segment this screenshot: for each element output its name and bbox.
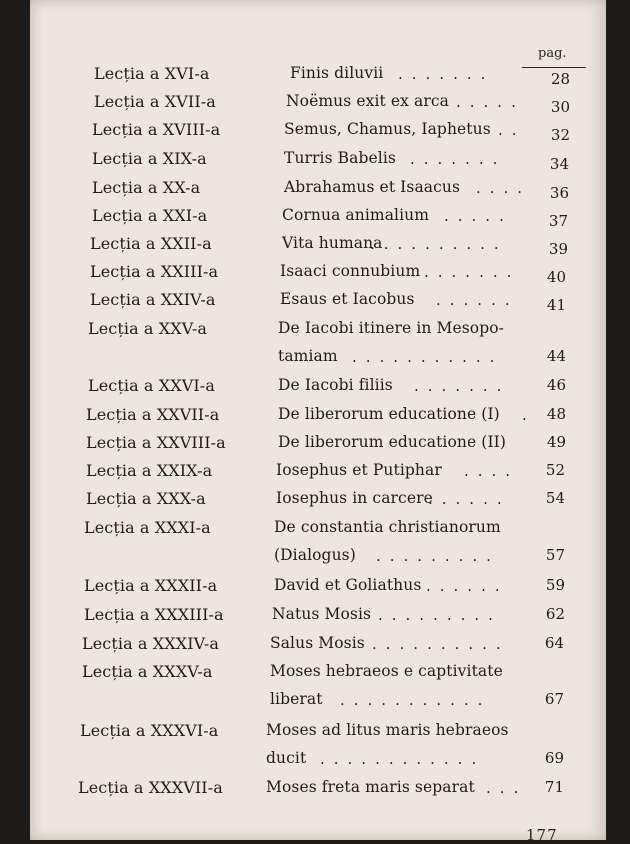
lesson-title: Iosephus in carcere xyxy=(276,489,433,507)
lesson-title: Moses freta maris separat xyxy=(266,778,475,796)
lesson-label: Lecția a XXXVII-a xyxy=(78,778,223,797)
dot-leader: ........... xyxy=(340,691,492,709)
dot-leader: .... xyxy=(464,462,520,480)
lesson-label: Lecția a XXXV-a xyxy=(82,662,213,681)
dot-leader: .. xyxy=(498,121,526,139)
dot-leader: ...... xyxy=(426,577,509,595)
dot-leader: ....... xyxy=(410,150,507,168)
lesson-title: De liberorum educatione (I) xyxy=(278,405,500,423)
dot-leader: .......... xyxy=(372,635,510,653)
page-number: 41 xyxy=(546,296,566,314)
lesson-title: Turris Babelis xyxy=(284,149,396,167)
dot-leader: ...... xyxy=(436,291,519,309)
dot-leader: ........... xyxy=(352,348,504,366)
dot-leader: ....... xyxy=(424,263,521,281)
dot-leader: ...... xyxy=(428,490,511,508)
lesson-label: Lecția a XXIV-a xyxy=(90,290,216,309)
page-number: 49 xyxy=(546,433,566,451)
lesson-label: Lecția a XXXII-a xyxy=(84,576,218,595)
lesson-title: David et Goliathus xyxy=(274,576,422,594)
lesson-title-continued: tamiam xyxy=(278,347,338,365)
dot-leader: ............ xyxy=(320,750,486,768)
page-number: 71 xyxy=(544,778,564,796)
lesson-label: Lecția a XXIII-a xyxy=(90,262,219,281)
dot-leader: ......... xyxy=(376,547,500,565)
page-number: 67 xyxy=(544,690,564,708)
lesson-title: Isaaci connubium xyxy=(280,262,421,280)
lesson-title: Iosephus et Putiphar xyxy=(276,461,442,479)
lesson-title-continued: (Dialogus) xyxy=(274,546,356,564)
page-number: 44 xyxy=(546,347,566,365)
lesson-title: De constantia christianorum xyxy=(274,518,501,536)
page-number: 32 xyxy=(550,126,570,144)
lesson-label: Lecția a XXVI-a xyxy=(88,376,215,395)
lesson-title: Noëmus exit ex arca xyxy=(286,92,449,110)
page-number: 34 xyxy=(549,155,569,173)
page-number: 54 xyxy=(545,489,565,507)
dot-leader: ..... xyxy=(444,207,513,225)
lesson-title: Abrahamus et Isaacus xyxy=(284,178,461,196)
page-number: 62 xyxy=(545,605,565,623)
lesson-title: Cornua animalium xyxy=(282,206,430,224)
dot-leader: ......... xyxy=(378,606,502,624)
lesson-title: Moses hebraeos e captivitate xyxy=(270,662,503,680)
lesson-title: De Iacobi filiis xyxy=(278,376,393,394)
lesson-label: Lecția a XXIX-a xyxy=(86,461,213,480)
lesson-label: Lecția a XXX-a xyxy=(86,489,206,508)
page-number: 69 xyxy=(544,749,564,767)
page-number: 57 xyxy=(545,546,565,564)
page-column-label: pag. xyxy=(538,46,567,61)
lesson-title: De Iacobi itinere in Mesopo- xyxy=(278,319,505,337)
dot-leader: .... xyxy=(476,179,532,197)
lesson-title: De liberorum educatione (II) xyxy=(278,433,507,451)
lesson-label: Lecția a XIX-a xyxy=(92,149,207,168)
lesson-label: Lecția a XXXI-a xyxy=(84,518,211,537)
lesson-label: Lecția a XXII-a xyxy=(90,234,212,253)
lesson-title-continued: liberat xyxy=(270,690,323,708)
page-number: 37 xyxy=(548,212,568,230)
lesson-label: Lecția a XX-a xyxy=(92,178,201,197)
lesson-title: Salus Mosis xyxy=(270,634,365,652)
lesson-label: Lecția a XXXIV-a xyxy=(82,634,219,653)
dot-leader: ..... xyxy=(456,93,525,111)
dot-leader: ....... xyxy=(398,65,495,83)
page-number: 39 xyxy=(548,240,568,258)
page-number: 36 xyxy=(549,184,569,202)
lesson-label: Lecția a XXI-a xyxy=(92,206,208,225)
lesson-title: Finis diluvii xyxy=(290,64,384,82)
page-number: 46 xyxy=(546,376,566,394)
lesson-title: Semus, Chamus, Iaphetus xyxy=(284,120,491,138)
dot-leader: . xyxy=(522,406,536,424)
page-number: 30 xyxy=(550,98,570,116)
lesson-title: Natus Mosis xyxy=(272,605,372,623)
page-number: 28 xyxy=(550,70,570,88)
lesson-title: Moses ad litus maris hebraeos xyxy=(266,721,509,739)
lesson-title: Esaus et Iacobus xyxy=(280,290,415,308)
page-number: 64 xyxy=(544,634,564,652)
dot-leader: .......... xyxy=(370,235,508,253)
lesson-label: Lecția a XXXVI-a xyxy=(80,721,219,740)
lesson-label: Lecția a XXVII-a xyxy=(86,405,220,424)
dot-leader: ....... xyxy=(414,377,511,395)
lesson-label: Lecția a XVII-a xyxy=(94,92,216,111)
dot-leader: ... xyxy=(486,779,528,797)
lesson-title: Vita humana xyxy=(282,234,383,252)
lesson-label: Lecția a XVIII-a xyxy=(92,120,221,139)
lesson-label: Lecția a XXV-a xyxy=(88,319,208,338)
page-number: 59 xyxy=(545,576,565,594)
lesson-label: Lecția a XXXIII-a xyxy=(84,605,224,624)
folio-page-number: 177 xyxy=(526,826,558,844)
page-number: 52 xyxy=(545,461,565,479)
page-number: 40 xyxy=(546,268,566,286)
lesson-title-continued: ducit xyxy=(266,749,307,767)
page-number: 48 xyxy=(546,405,566,423)
lesson-label: Lecția a XXVIII-a xyxy=(86,433,226,452)
lesson-label: Lecția a XVI-a xyxy=(94,64,210,83)
